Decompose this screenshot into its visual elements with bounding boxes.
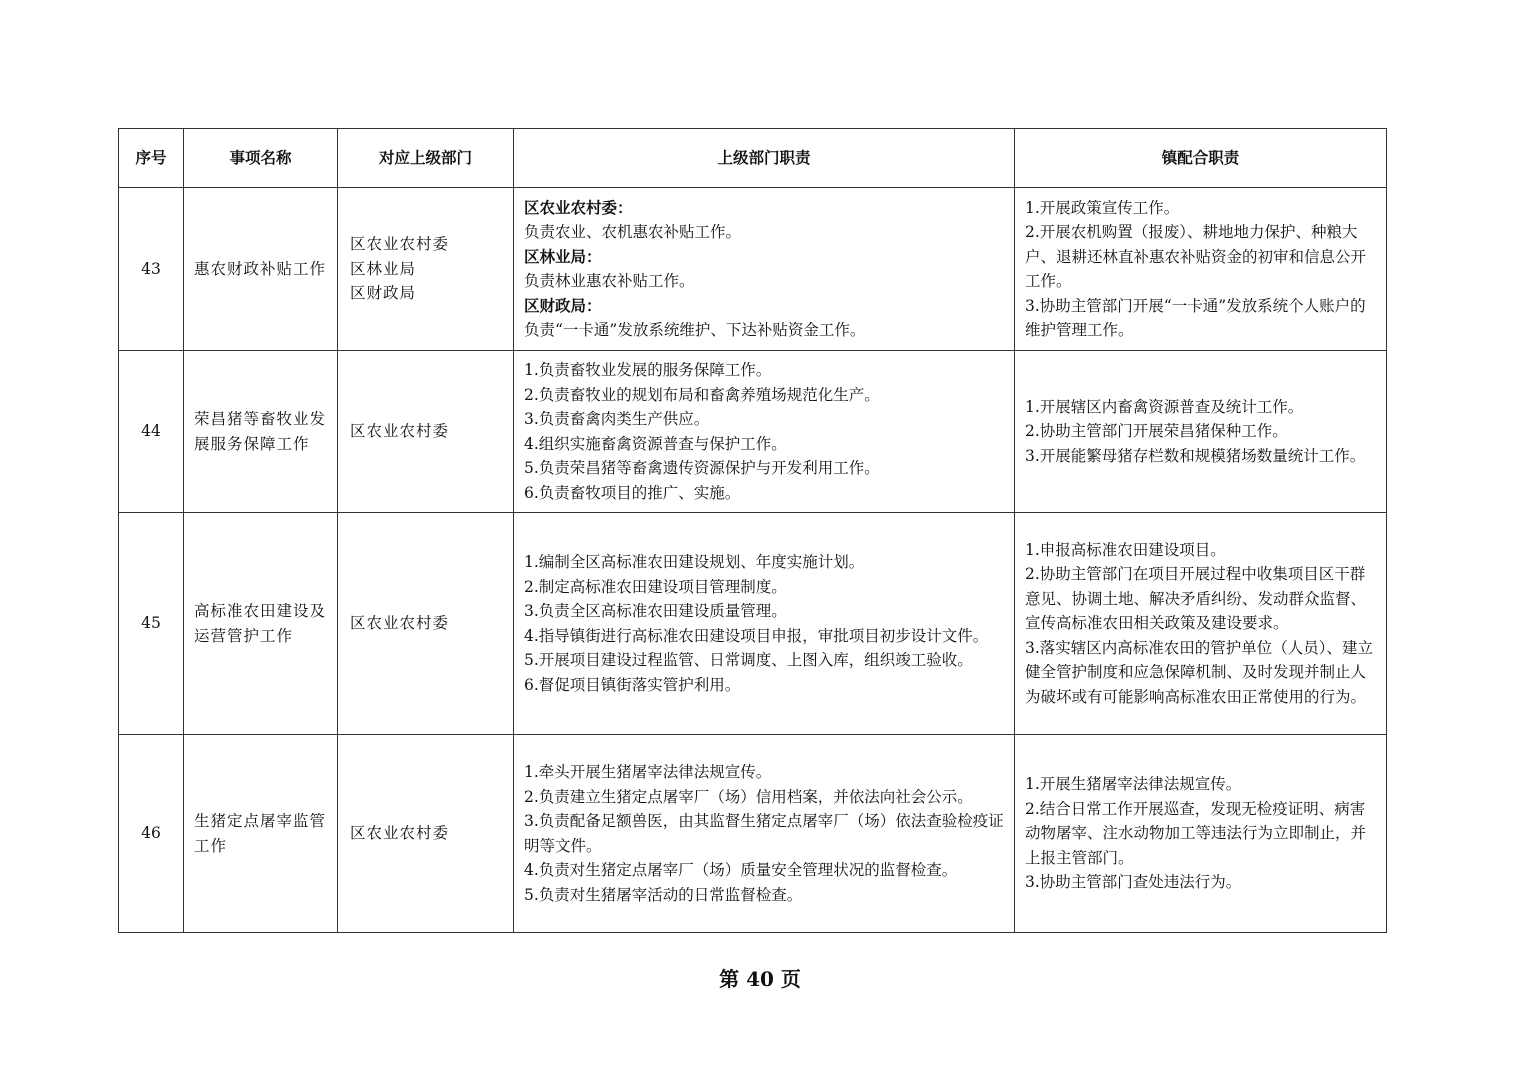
department-name: 区农业农村委 — [350, 614, 450, 633]
department-name: 区农业农村委 — [350, 824, 450, 843]
duties-table — [118, 128, 1387, 933]
upper-department — [338, 188, 514, 351]
page-number: 第 40 页 — [719, 967, 801, 991]
duty-item: 负责林业惠农补贴工作。 — [524, 272, 695, 290]
duty-item: 6.督促项目镇街落实管护利用。 — [524, 675, 741, 694]
duty-item: 3.协助主管部门开展“一卡通”发放系统个人账户的维护管理工作。 — [1025, 296, 1366, 339]
duty-item: 2.负责建立生猪定点屠宰厂（场）信用档案，并依法向社会公示。 — [524, 787, 973, 806]
item-name: 惠农财政补贴工作 — [184, 188, 338, 351]
duty-item: 4.指导镇街进行高标准农田建设项目申报，审批项目初步设计文件。 — [524, 626, 989, 645]
duty-item: 5.负责荣昌猪等畜禽遗传资源保护与开发利用工作。 — [524, 459, 880, 477]
duty-item: 4.组织实施畜禽资源普查与保护工作。 — [524, 434, 787, 453]
upper-duties — [514, 735, 1015, 933]
duty-item: 1.负责畜牧业发展的服务保障工作。 — [524, 361, 772, 379]
duty-item: 2.制定高标准农田建设项目管理制度。 — [524, 577, 787, 596]
row-number: 46 — [119, 735, 184, 933]
duty-item: 负责农业、农机惠农补贴工作。 — [524, 223, 742, 241]
table-row — [119, 351, 1387, 513]
upper-duties — [514, 513, 1015, 735]
upper-department — [338, 513, 514, 735]
duty-item: 3.开展能繁母猪存栏数和规模猪场数量统计工作。 — [1025, 446, 1366, 465]
row-number: 45 — [119, 513, 184, 735]
header-upper-duties: 上级部门职责 — [514, 129, 1015, 188]
table-body — [119, 188, 1387, 933]
town-duties — [1015, 351, 1387, 513]
duty-item: 2.协助主管部门开展荣昌猪保种工作。 — [1025, 422, 1288, 441]
header-item-name: 事项名称 — [184, 129, 338, 188]
upper-duties — [514, 188, 1015, 351]
department-heading: 区财政局： — [524, 295, 602, 315]
duty-item: 负责“一卡通”发放系统维护、下达补贴资金工作。 — [524, 321, 866, 339]
header-town-duties: 镇配合职责 — [1015, 129, 1387, 188]
town-duties — [1015, 188, 1387, 351]
department-name: 区农业农村委 — [350, 235, 450, 254]
duty-item: 1.牵头开展生猪屠宰法律法规宣传。 — [524, 763, 772, 781]
header-upper-dept: 对应上级部门 — [338, 129, 514, 188]
department-name: 区农业农村委 — [350, 422, 450, 441]
duty-item: 3.负责全区高标准农田建设质量管理。 — [524, 602, 787, 620]
header-row — [119, 129, 1387, 188]
department-heading: 区农业农村委： — [524, 197, 633, 217]
duty-item: 6.负责畜牧项目的推广、实施。 — [524, 483, 741, 502]
duty-item: 1.开展生猪屠宰法律法规宣传。 — [1025, 775, 1242, 794]
department-heading: 区林业局： — [524, 246, 602, 266]
duty-item: 5.开展项目建设过程监管、日常调度、上图入库，组织竣工验收。 — [524, 651, 973, 669]
upper-duties — [514, 351, 1015, 513]
upper-department — [338, 351, 514, 513]
item-name: 高标准农田建设及运营管护工作 — [184, 513, 338, 735]
item-name: 荣昌猪等畜牧业发展服务保障工作 — [184, 351, 338, 513]
table-row — [119, 513, 1387, 735]
header-num: 序号 — [119, 129, 184, 188]
duty-item: 4.负责对生猪定点屠宰厂（场）质量安全管理状况的监督检查。 — [524, 861, 958, 879]
duty-item: 3.落实辖区内高标准农田的管护单位（人员）、建立健全管护制度和应急保障机制、及时发现并制止人为破坏或有可能影响高标准农田正常使用的行为。 — [1025, 638, 1374, 706]
duty-item: 3.负责配备足额兽医，由其监督生猪定点屠宰厂（场）依法查验检疫证明等文件。 — [524, 812, 1004, 855]
duty-item: 3.协助主管部门查处违法行为。 — [1025, 873, 1242, 892]
town-duties — [1015, 735, 1387, 933]
upper-department — [338, 735, 514, 933]
duty-item: 2.开展农机购置（报废）、耕地地力保护、种粮大户、退耕还林直补惠农补贴资金的初审和信息公开工作。 — [1025, 223, 1367, 290]
department-name: 区林业局 — [350, 259, 417, 278]
table-header — [119, 129, 1387, 188]
row-number: 43 — [119, 188, 184, 351]
town-duties — [1015, 513, 1387, 735]
duty-item: 3.负责畜禽肉类生产供应。 — [524, 410, 710, 428]
duty-item: 2.结合日常工作开展巡查，发现无检疫证明、病害动物屠宰、注水动物加工等违法行为立即制止，并上报主管部门。 — [1025, 799, 1367, 867]
duty-item: 2.负责畜牧业的规划布局和畜禽养殖场规范化生产。 — [524, 385, 880, 404]
table-row — [119, 735, 1387, 933]
row-number: 44 — [119, 351, 184, 513]
table-row — [119, 188, 1387, 351]
department-name: 区财政局 — [350, 284, 417, 303]
duty-item: 1.开展政策宣传工作。 — [1025, 198, 1180, 217]
item-name: 生猪定点屠宰监管工作 — [184, 735, 338, 933]
duty-item: 2.协助主管部门在项目开展过程中收集项目区干群意见、协调土地、解决矛盾纠纷、发动群众监督、宣传高标准农田相关政策及建设要求。 — [1025, 565, 1367, 633]
duty-item: 5.负责对生猪屠宰活动的日常监督检查。 — [524, 885, 803, 904]
duty-item: 1.开展辖区内畜禽资源普查及统计工作。 — [1025, 397, 1304, 416]
duty-item: 1.申报高标准农田建设项目。 — [1025, 540, 1226, 559]
duty-item: 1.编制全区高标准农田建设规划、年度实施计划。 — [524, 553, 865, 571]
